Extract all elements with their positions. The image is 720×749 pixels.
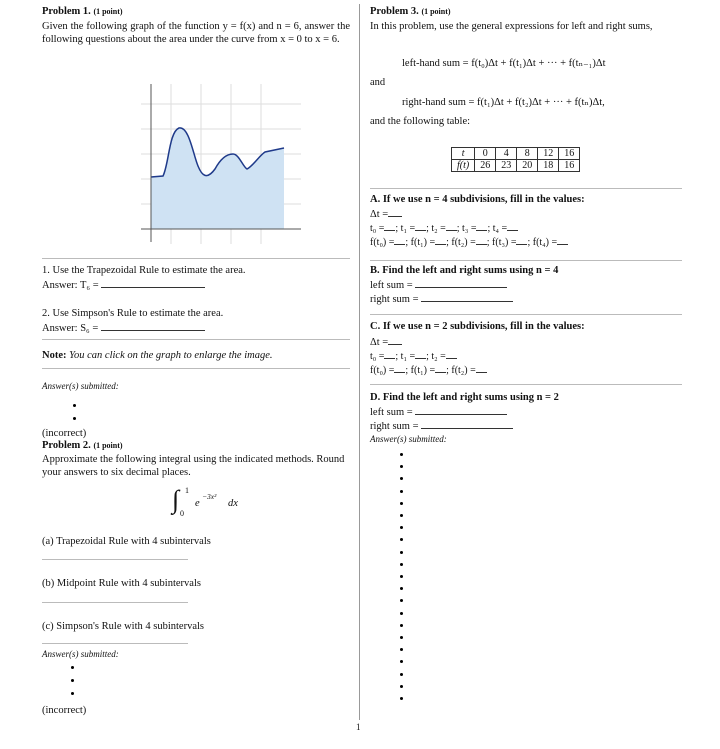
answer-1-label: Answer: T₆ = [42,280,99,291]
problem-2-submitted: Answer(s) submitted: [42,649,119,659]
problem-3-title: Problem 3. [370,6,419,17]
part-a-input[interactable] [42,559,188,560]
table-cell: 0 [475,148,496,160]
part-D-left-label: left sum = [370,407,413,418]
part-B-right-label: right sum = [370,294,419,305]
part-a-label: (a) Trapezoidal Rule with 4 subintervals [42,536,211,547]
part-A-f3-label: ; f(t₃) = [486,237,517,248]
submitted-bullet [400,599,403,602]
problem-1-intro: Given the following graph of the function y = f(x) and n = 6, answer the following questions about the area under the curve from x = 0 to x = 6. [42,21,350,45]
submitted-bullet [400,636,403,639]
submitted-bullet [71,679,74,682]
part-b-input[interactable] [42,602,188,603]
submitted-bullet [400,587,403,590]
part-A-heading-text: A. If we use n = 4 subdivisions, fill in the values: [370,194,585,205]
submitted-bullet [400,453,403,456]
left-sum-formula: left-hand sum = f(t₀)Δt + f(t₁)Δt + ··· + f(tₙ₋₁)Δt [402,58,606,69]
submitted-bullet [73,404,76,407]
submitted-bullet [400,490,403,493]
problem-1-header [42,6,123,17]
part-C-dt-label: Δt = [370,337,389,348]
problem-2-title: Problem 2. [42,440,91,451]
integral-dx: dx [228,498,238,509]
question-2: 2. Use Simpson's Rule to estimate the area. [42,308,224,319]
table-row [452,148,580,160]
part-A-f2-input[interactable] [476,235,487,245]
part-A-t0-input[interactable] [384,221,395,231]
answer-1-input[interactable] [101,278,205,288]
table-header-ft: f(t) [452,160,475,172]
part-A-t0-label: t₀ = [370,223,385,234]
separator [42,258,350,259]
note-row [42,350,272,363]
part-A-t1-input[interactable] [415,221,426,231]
table-cell: 23 [496,160,517,172]
submitted-bullet [400,648,403,651]
part-B-left-row [370,278,507,293]
part-C-t2-label: ; t₂ = [426,351,446,362]
submitted-bullet [400,673,403,676]
answer-2-input[interactable] [101,321,205,331]
submitted-bullet [400,624,403,627]
part-C-t0-label: t₀ = [370,351,385,362]
submitted-bullet [400,526,403,529]
values-table [451,147,580,172]
problem-3-intro: In this problem, use the general expressions for left and right sums, [370,21,653,32]
column-divider [359,4,360,720]
table-cell: 26 [475,160,496,172]
part-C-t0-input[interactable] [384,349,395,359]
part-D-left-row [370,405,507,420]
problem-2-points: (1 point) [93,441,123,450]
problem-1-submitted: Answer(s) submitted: [42,381,119,391]
part-A-heading [370,194,585,207]
part-B-left-input[interactable] [415,278,507,288]
separator [370,384,682,385]
table-cell: 16 [559,148,580,160]
enlarge-graph-link[interactable]: You can click on the graph to enlarge the image. [69,350,273,361]
integral [172,486,272,522]
part-C-f2-input[interactable] [476,363,487,373]
part-A-f2-label: ; f(t₂) = [446,237,476,248]
part-A-f4-label: ; f(t₄) = [527,237,558,248]
answer-2-row [42,321,205,336]
submitted-bullet [400,612,403,615]
part-C-t2-input[interactable] [446,349,457,359]
part-C-t1-label: ; t₁ = [395,351,416,362]
table-cell: 20 [517,160,538,172]
submitted-bullet [73,417,76,420]
submitted-bullet [400,685,403,688]
part-c-input[interactable] [42,643,188,644]
submitted-bullet [400,502,403,505]
part-b-label: (b) Midpoint Rule with 4 subintervals [42,578,201,589]
part-C-f0-input[interactable] [394,363,405,373]
part-C-f2-label: ; f(t₂) = [446,365,476,376]
submitted-bullet [400,465,403,468]
part-A-f-row [370,235,568,250]
part-A-f1-input[interactable] [435,235,446,245]
part-A-f0-input[interactable] [394,235,405,245]
separator [370,260,682,261]
table-cell: 8 [517,148,538,160]
table-header-t: t [452,148,475,160]
page-number: 1 [356,722,361,732]
part-A-t2-input[interactable] [446,221,457,231]
problem-2-intro: Approximate the following integral using the indicated methods. Round your answers to six decimal places. [42,454,345,478]
question-1: 1. Use the Trapezoidal Rule to estimate the area. [42,265,246,276]
problem-1-title: Problem 1. [42,6,91,17]
part-A-t4-input[interactable] [507,221,518,231]
problem-1-points: (1 point) [93,7,123,16]
table-cell: 16 [559,160,580,172]
answer-1-row [42,278,205,293]
table-intro: and the following table: [370,116,471,127]
part-C-f1-label: ; f(t₁) = [405,365,436,376]
note-label: Note: [42,350,67,361]
integral-lower-limit: 0 [180,509,184,518]
part-A-f4-input[interactable] [557,235,568,245]
integral-sign: ∫ [172,485,180,514]
problem-3-header [370,6,451,17]
part-B-right-row [370,292,513,307]
submitted-bullet [400,660,403,663]
answer-2-label: Answer: S₆ = [42,323,99,334]
separator [42,368,350,369]
part-D-left-input[interactable] [415,405,507,415]
part-C-heading: C. If we use n = 2 subdivisions, fill in the values: [370,321,585,332]
part-A-t-row [370,221,518,236]
part-A-t3-input[interactable] [476,221,487,231]
part-A-dt-input[interactable] [388,207,402,217]
part-C-f0-label: f(t₀) = [370,365,395,376]
separator [42,339,350,340]
part-A-f0-label: f(t₀) = [370,237,395,248]
part-C-f1-input[interactable] [435,363,446,373]
part-A-t2-label: ; t₂ = [426,223,446,234]
right-sum-formula: right-hand sum = f(t₁)Δt + f(t₂)Δt + ··· + f(tₙ)Δt, [402,97,605,108]
part-C-t1-input[interactable] [415,349,426,359]
part-A-dt-row [370,207,402,222]
part-A-f1-label: ; f(t₁) = [405,237,436,248]
part-A-t1-label: ; t₁ = [395,223,416,234]
submitted-bullet [400,697,403,700]
function-graph[interactable] [141,84,301,244]
separator [370,188,682,189]
submitted-bullet [71,692,74,695]
submitted-bullet [400,514,403,517]
submitted-bullet [400,551,403,554]
table-row [452,160,580,172]
submitted-bullet [400,563,403,566]
integrand-exponent: −3x² [202,492,217,501]
part-c-label: (c) Simpson's Rule with 4 subintervals [42,621,205,632]
part-B-heading: B. Find the left and right sums using n = 4 [370,265,559,276]
submitted-bullet [400,575,403,578]
separator [370,314,682,315]
part-D-heading: D. Find the left and right sums using n = 2 [370,392,559,403]
part-A-f3-input[interactable] [516,235,527,245]
table-cell: 12 [538,148,559,160]
problem-3-points: (1 point) [421,7,451,16]
table-cell: 18 [538,160,559,172]
problem-1-status: (incorrect) [42,428,87,439]
part-C-dt-row [370,335,402,350]
part-C-t-row [370,349,457,364]
part-B-left-label: left sum = [370,280,413,291]
part-D-right-row [370,419,513,434]
integrand: e [195,498,200,509]
integral-upper-limit: 1 [185,486,189,495]
part-A-t4-label: ; t₄ = [487,223,508,234]
part-D-right-input[interactable] [421,419,513,429]
problem-2-header [42,440,123,451]
submitted-bullet [71,666,74,669]
part-A-t3-label: ; t₃ = [456,223,477,234]
part-B-right-input[interactable] [421,292,513,302]
part-D-right-label: right sum = [370,421,419,432]
submitted-bullet [400,477,403,480]
part-C-f-row [370,363,487,378]
problem-3-submitted: Answer(s) submitted: [370,434,447,444]
submitted-bullet [400,538,403,541]
and-text: and [370,77,386,88]
table-cell: 4 [496,148,517,160]
part-A-dt-label: Δt = [370,209,389,220]
problem-2-status: (incorrect) [42,705,87,716]
part-C-dt-input[interactable] [388,335,402,345]
